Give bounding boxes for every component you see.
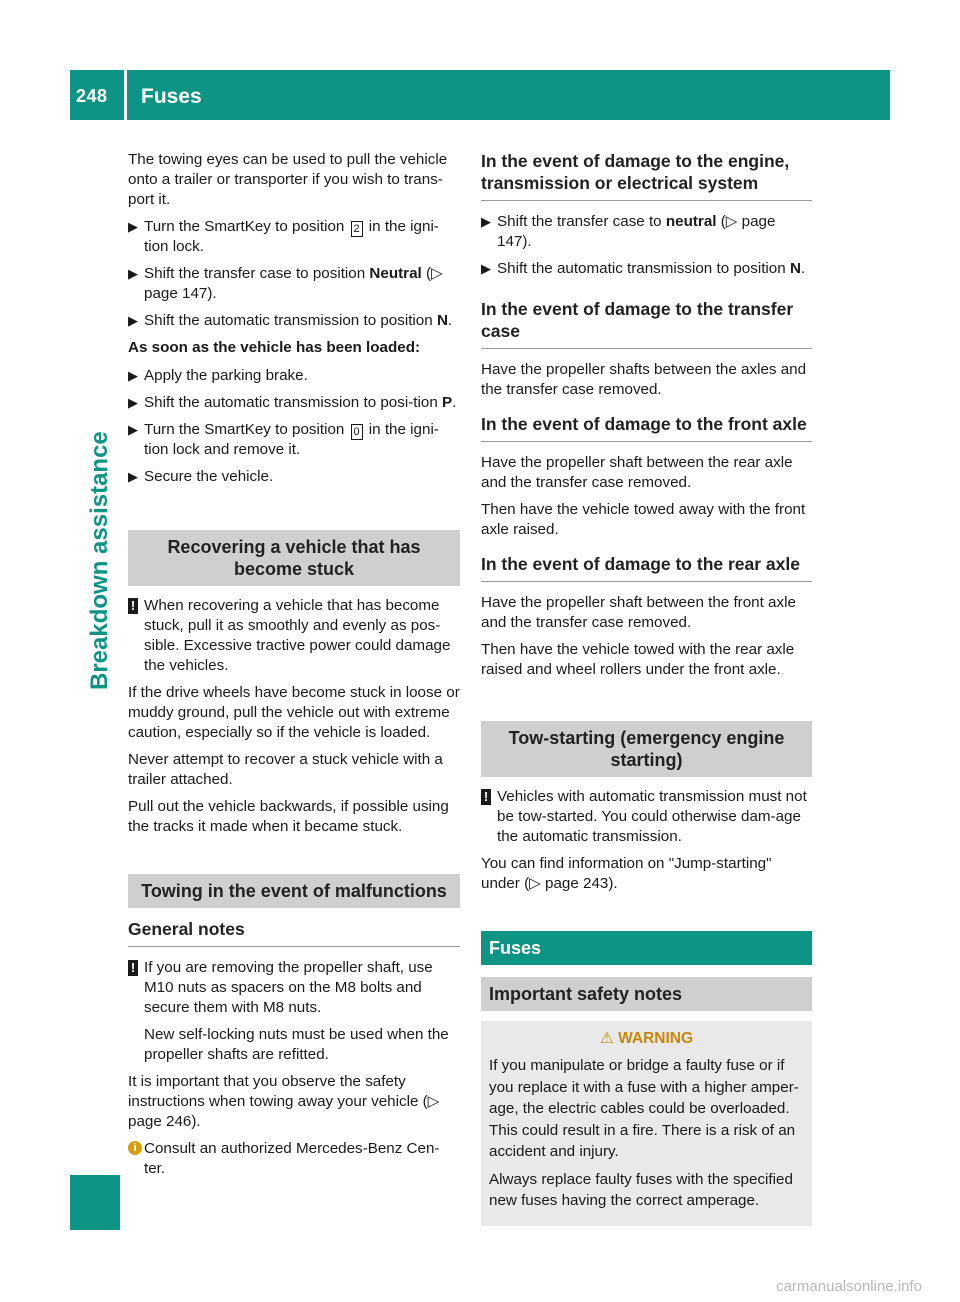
arrow-icon: ▶ — [128, 395, 138, 410]
arrow-icon: ▶ — [128, 266, 138, 281]
step-item: ▶ Shift the automatic transmission to position N. — [128, 312, 453, 329]
warning-triangle-icon: ⚠ — [599, 1030, 614, 1047]
chapter-label: Breakdown assistance — [86, 431, 113, 690]
heading-general-notes: General notes — [128, 918, 460, 947]
paragraph: Have the propeller shafts between the axles and the transfer case removed. — [481, 361, 807, 398]
paragraph: It is important that you observe the safety instructions when towing away your vehicle (▷ page 246). — [128, 1073, 440, 1130]
paragraph: Never attempt to recover a stuck vehicle with a trailer attached. — [128, 751, 443, 788]
section-heading-safety-notes: Important safety notes — [481, 977, 812, 1011]
paragraph: Have the propeller shaft between the rear axle and the transfer case removed. — [481, 454, 793, 491]
chapter-tab — [70, 1175, 120, 1230]
warning-paragraph: If you manipulate or bridge a faulty fuse or if you replace it with a fuse with a higher amper-age, the electric cables could be overloaded. This could result in a fire. There is a risk of an accident and injury. — [489, 1057, 799, 1160]
arrow-icon: ▶ — [128, 313, 138, 328]
section-heading-fuses: Fuses — [481, 931, 812, 965]
section-heading-tow-starting: Tow-starting (emergency engine starting) — [481, 721, 812, 777]
arrow-icon: ▶ — [128, 219, 138, 234]
step-item: ▶ Shift the transfer case to neutral (▷ page 147). — [481, 213, 776, 250]
step-item: ▶ Turn the SmartKey to position 2 in the igni-tion lock. — [128, 218, 439, 255]
warning-box — [481, 1021, 812, 1226]
step-item: ▶ Shift the automatic transmission to position N. — [481, 260, 806, 277]
page-number: 248 — [76, 86, 108, 106]
heading-transfer-case: In the event of damage to the transfer case — [481, 298, 812, 349]
info-icon: i — [128, 1141, 142, 1155]
paragraph: You can find information on "Jump-starting" under (▷ page 243). — [481, 855, 772, 892]
warning-paragraph: Always replace faulty fuses with the specified new fuses having the correct amperage. — [489, 1170, 793, 1209]
notice-block: ! When recovering a vehicle that has become stuck, pull it as smoothly and evenly as pos-sible. Excessive tractive power could damage the vehicles. — [128, 596, 460, 676]
step-item: ▶ Shift the automatic transmission to posi-tion P. — [128, 394, 457, 411]
section-heading-recover: Recovering a vehicle that has become stuck — [128, 530, 460, 586]
step-item: ▶ Apply the parking brake. — [128, 367, 308, 384]
info-block: i Consult an authorized Mercedes-Benz Cen-ter. — [128, 1139, 460, 1179]
arrow-icon: ▶ — [128, 368, 138, 383]
key-position-icon: 2 — [351, 221, 363, 237]
heading-front-axle: In the event of damage to the front axle — [481, 413, 812, 442]
heading-rear-axle: In the event of damage to the rear axle — [481, 553, 812, 582]
warning-title: ⚠ WARNING — [599, 1030, 694, 1047]
arrow-icon: ▶ — [481, 214, 491, 229]
notice-block: ! Vehicles with automatic transmission must not be tow-started. You could otherwise dam-age the automatic transmission. — [481, 787, 812, 847]
notice-block: ! If you are removing the propeller shaft, use M10 nuts as spacers on the M8 bolts and secure them with M8 nuts. New self-locking nuts must be used when the propeller shafts are refitted. — [128, 958, 460, 1065]
arrow-icon: ▶ — [481, 261, 491, 276]
paragraph: Then have the vehicle towed away with the front axle raised. — [481, 501, 806, 538]
step-item: ▶ Secure the vehicle. — [128, 468, 274, 485]
paragraph: Pull out the vehicle backwards, if possible using the tracks it made when it became stuck. — [128, 798, 449, 835]
paragraph: If the drive wheels have become stuck in loose or muddy ground, pull the vehicle out with extreme caution, especially so if the vehicle is loaded. — [128, 684, 460, 741]
step-item: ▶ Turn the SmartKey to position 0 in the igni-tion lock and remove it. — [128, 421, 439, 458]
heading-engine-damage: In the event of damage to the engine, transmission or electrical system — [481, 150, 812, 201]
arrow-icon: ▶ — [128, 469, 138, 484]
right-column — [481, 150, 812, 1226]
paragraph: Then have the vehicle towed with the rear axle raised and wheel rollers under the front axle. — [481, 641, 795, 678]
watermark: carmanualsonline.info — [776, 1278, 922, 1295]
intro-paragraph: The towing eyes can be used to pull the vehicle onto a trailer or transporter if you wish to trans-port it. — [128, 151, 448, 208]
exclamation-icon: ! — [128, 960, 138, 976]
arrow-icon: ▶ — [128, 422, 138, 437]
left-column — [128, 150, 460, 1186]
section-heading-towing: Towing in the event of malfunctions — [128, 874, 460, 908]
paragraph: Have the propeller shaft between the front axle and the transfer case removed. — [481, 594, 796, 631]
exclamation-icon: ! — [481, 789, 491, 805]
step-item: ▶ Shift the transfer case to position Neutral (▷ page 147). — [128, 265, 443, 302]
header-divider — [124, 70, 127, 120]
exclamation-icon: ! — [128, 598, 138, 614]
key-position-icon: 0 — [351, 424, 363, 440]
page-title: Fuses — [141, 85, 202, 108]
loaded-heading: As soon as the vehicle has been loaded: — [128, 339, 421, 356]
